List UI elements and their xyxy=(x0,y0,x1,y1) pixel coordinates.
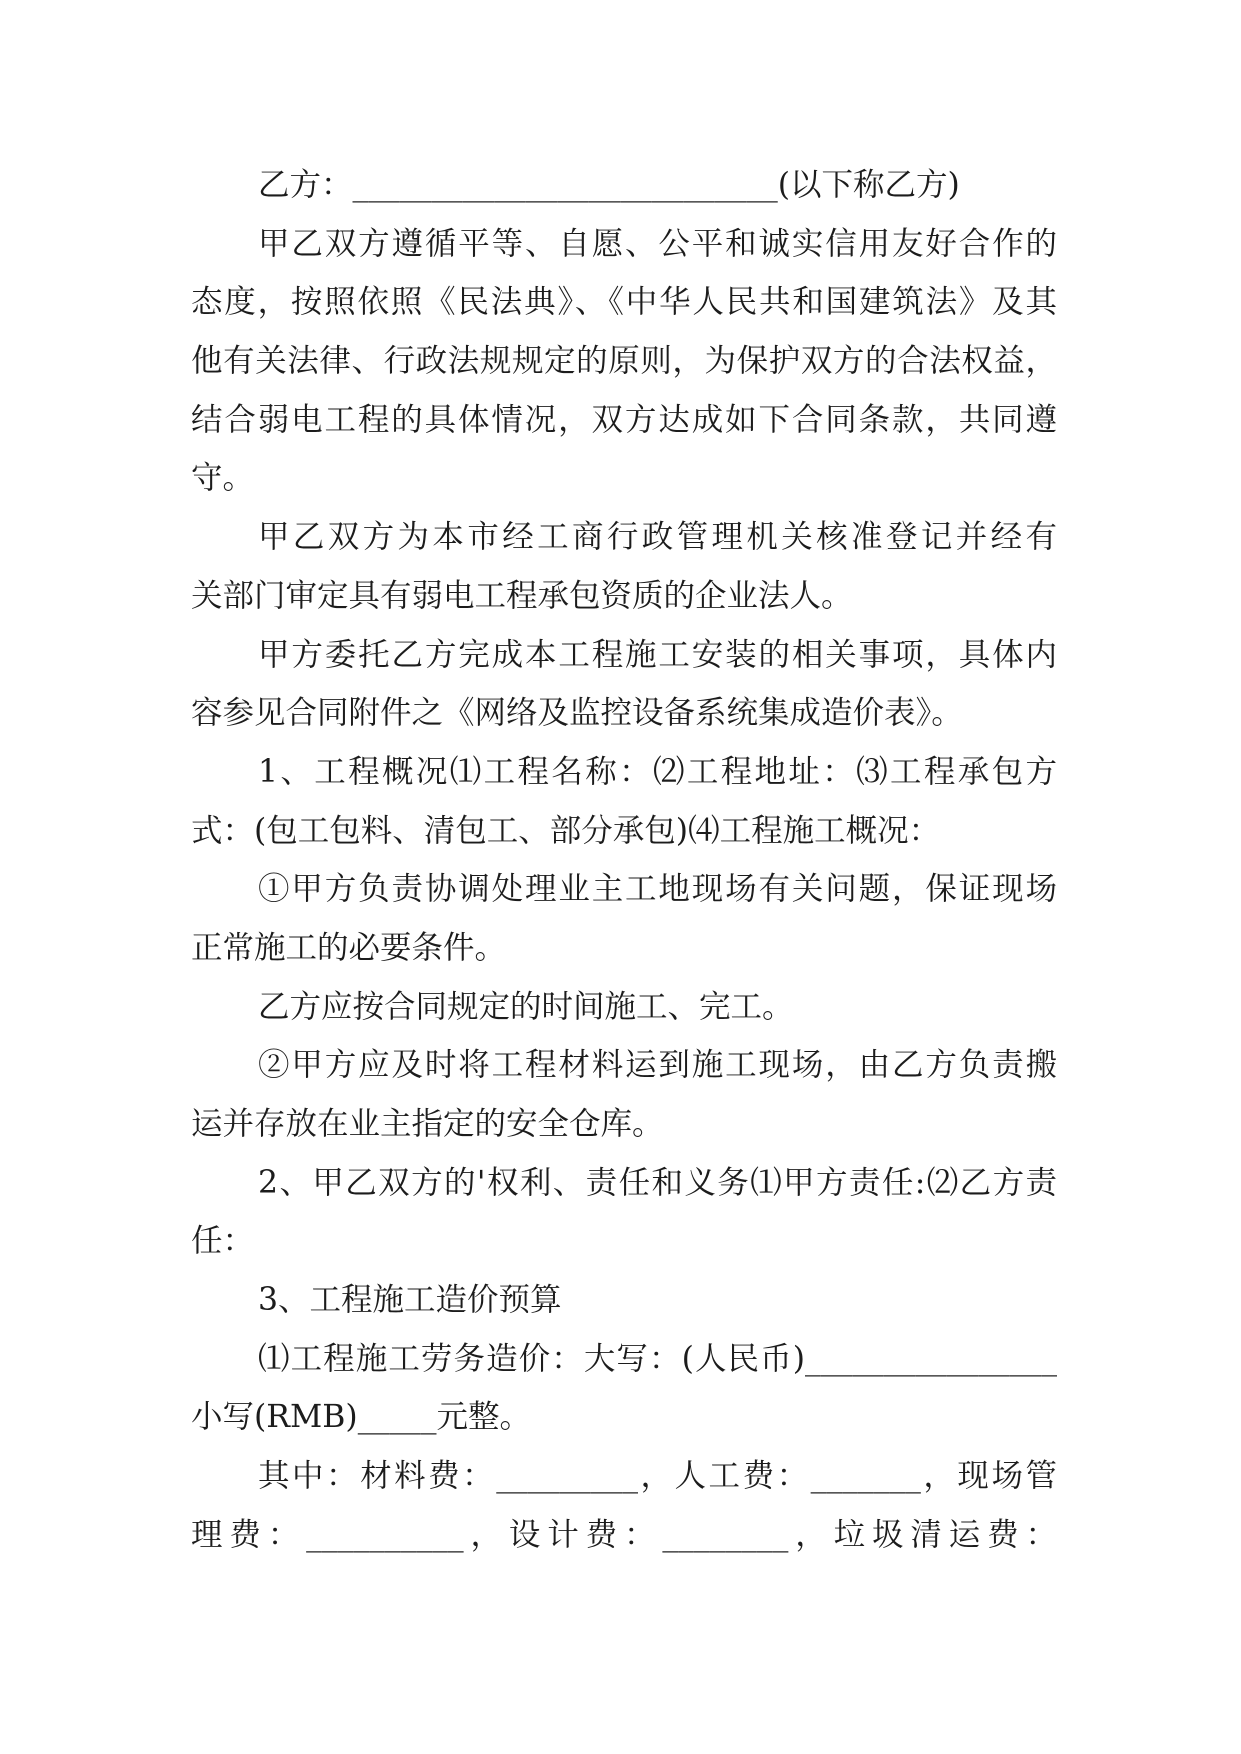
paragraph-line: ⑴工程施工劳务造价：大写：(人民币)________________ xyxy=(258,1340,1057,1377)
paragraph-line: 态度，按照依照《民法典》、《中华人民共和国建筑法》及其 xyxy=(191,284,1057,321)
paragraph-line: 甲乙双方遵循平等、自愿、公平和诚实信用友好合作的 xyxy=(258,225,1057,262)
paragraph-line: 甲方委托乙方完成本工程施工安装的相关事项，具体内 xyxy=(258,636,1057,673)
paragraph-commission xyxy=(191,626,1057,743)
paragraph-line: ②甲方应及时将工程材料运到施工现场，由乙方负责搬 xyxy=(258,1047,1057,1084)
paragraph-line: 运并存放在业主指定的安全仓库。 xyxy=(191,1106,664,1142)
paragraph-cost-breakdown xyxy=(191,1447,1057,1564)
paragraph-qualification xyxy=(191,508,1057,625)
clause-3-budget-heading xyxy=(191,1271,1057,1330)
paragraph-schedule xyxy=(191,978,1057,1037)
paragraph-line: 1、工程概况⑴工程名称：⑵工程地址：⑶工程承包方 xyxy=(258,753,1057,790)
paragraph-line: 其中：材料费：_________，人工费：_______，现场管 xyxy=(258,1458,1057,1495)
document-body xyxy=(191,156,1057,1565)
item-2-materials xyxy=(191,1036,1057,1153)
paragraph-line: 关部门审定具有弱电工程承包资质的企业法人。 xyxy=(191,577,853,614)
paragraph-line: 乙方：___________________________(以下称乙方) xyxy=(258,167,960,203)
paragraph-line: 结合弱电工程的具体情况，双方达成如下合同条款，共同遵 xyxy=(191,401,1057,438)
clause-1-project-overview xyxy=(191,743,1057,860)
clause-2-rights-duties xyxy=(191,1154,1057,1271)
paragraph-line: 小写(RMB)_____元整。 xyxy=(191,1399,531,1436)
paragraph-line: 任： xyxy=(191,1223,255,1260)
paragraph-line: 3、工程施工造价预算 xyxy=(258,1282,562,1319)
paragraph-line: 正常施工的必要条件。 xyxy=(191,929,507,966)
paragraph-line: 甲乙双方为本市经工商行政管理机关核准登记并经有 xyxy=(258,519,1057,556)
item-1-site-coordination xyxy=(191,860,1057,977)
paragraph-line: 乙方应按合同规定的时间施工、完工。 xyxy=(258,988,794,1025)
paragraph-line: 理费：__________，设计费：________，垃圾清运费： xyxy=(191,1516,1057,1553)
paragraph-line: 他有关法律、行政法规规定的原则，为保护双方的合法权益， xyxy=(191,343,1057,380)
paragraph-line: 守。 xyxy=(191,460,255,497)
paragraph-line: 式：(包工包料、清包工、部分承包)⑷工程施工概况： xyxy=(191,812,941,849)
paragraph-line: 容参见合同附件之《网络及监控设备系统集成造价表》。 xyxy=(191,695,963,732)
paragraph-line: ①甲方负责协调处理业主工地现场有关问题，保证现场 xyxy=(258,871,1057,908)
paragraph-labor-cost xyxy=(191,1330,1057,1447)
paragraph-principles xyxy=(191,215,1057,508)
paragraph-line: 2、甲乙双方的'权利、责任和义务⑴甲方责任:⑵乙方责 xyxy=(258,1164,1057,1201)
paragraph-party-b xyxy=(191,156,1057,215)
